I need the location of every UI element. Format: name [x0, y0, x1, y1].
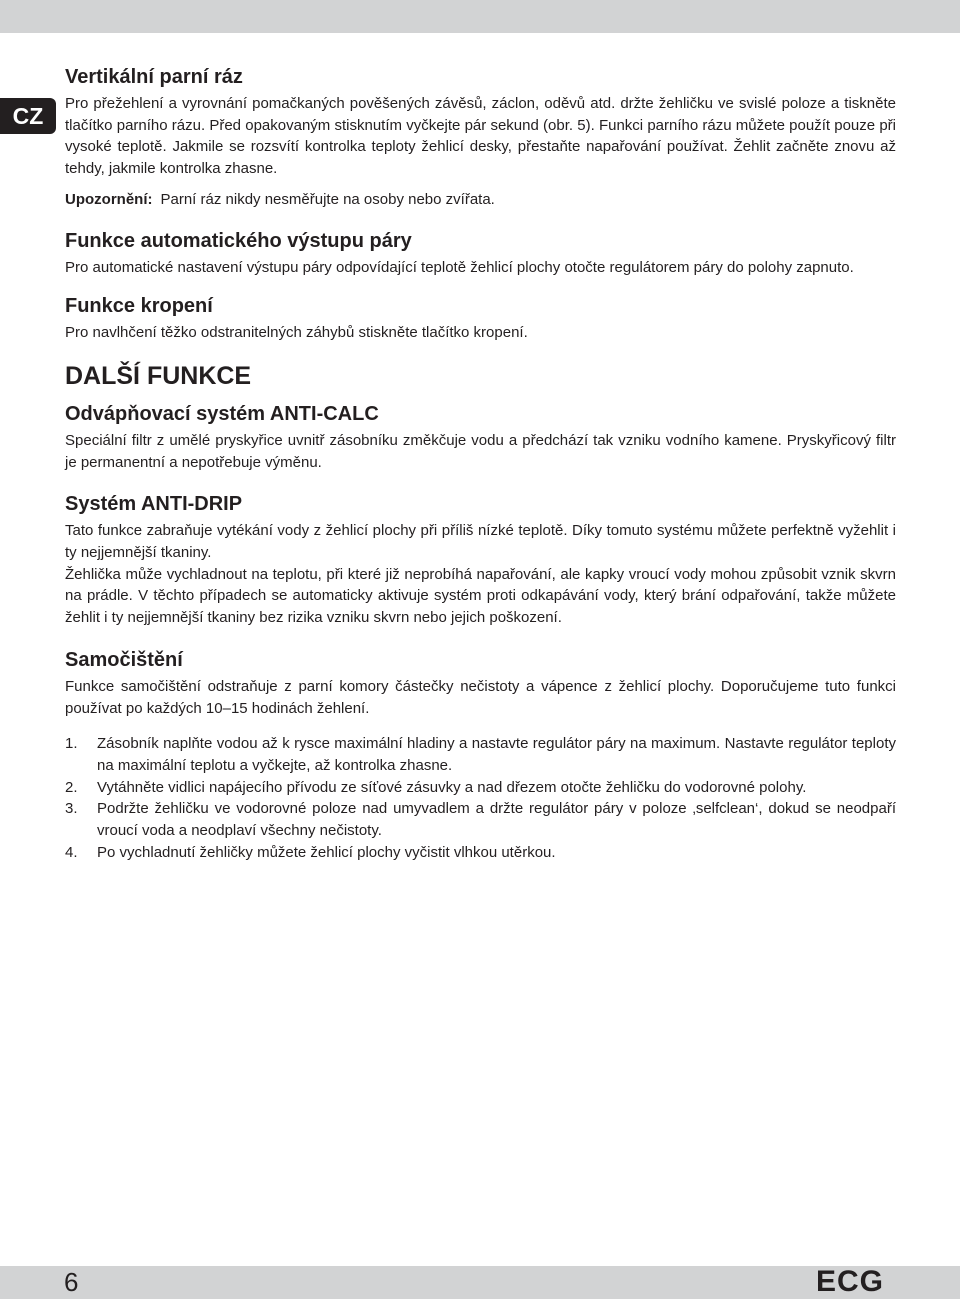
step-number: 2.	[65, 778, 78, 796]
warning-text: Parní ráz nikdy nesměřujte na osoby nebo zvířata.	[160, 190, 495, 208]
step-text: Zásobník naplňte vodou až k rysce maximální hladiny a nastavte regulátor páry na maximum. Nastavte regulátor teploty na maximální teplotu a vyčkejte, až kontrolka zhasne.	[97, 735, 896, 774]
self-clean-heading: Samočištění	[65, 648, 183, 671]
page-content	[65, 64, 896, 863]
language-tab: CZ	[0, 98, 56, 134]
anti-drip-text-2: Žehlička může vychladnout na teplotu, při které již neprobíhá napařování, ale kapky vroucí vody mohou způsobit vznik skvrn na prádle. V těchto případech se automaticky aktivuje systém proti odkapávání vody, který brání odpařování, takže můžete žehlit i ty nejjemnější tkaniny bez rizika vzniku skvrn nebo jejich poškození.	[65, 565, 896, 627]
spray-heading: Funkce kropení	[65, 295, 213, 318]
warning-notice	[65, 189, 896, 211]
auto-steam-text: Pro automatické nastavení výstupu páry odpovídající teplotě žehlicí plochy otočte regulátorem páry do polohy zapnuto.	[65, 258, 854, 276]
step-text: Podržte žehličku ve vodorovné poloze nad umyvadlem a držte regulátor páry v poloze ‚selfclean‘, dokud se neodpaří vroucí voda a neodplaví všechny nečistoty.	[97, 800, 896, 840]
list-item	[65, 798, 896, 841]
anti-calc-text: Speciální filtr z umělé pryskyřice uvnitř zásobníku změkčuje vodu a předchází tak vzniku vodního kamene. Pryskyřicový filtr je permanentní a nepotřebuje výměnu.	[65, 431, 896, 471]
step-number: 1.	[65, 735, 78, 753]
warning-label: Upozornění:	[65, 190, 153, 208]
brand-logo: ECG	[815, 1265, 884, 1298]
more-functions-heading: DALŠÍ FUNKCE	[65, 361, 252, 390]
header-bar	[0, 0, 960, 33]
anti-calc-heading: Odvápňovací systém ANTI-CALC	[65, 402, 379, 425]
auto-steam-heading: Funkce automatického výstupu páry	[65, 229, 412, 252]
self-clean-steps	[65, 733, 896, 863]
list-item	[65, 777, 896, 799]
anti-drip-text-1: Tato funkce zabraňuje vytékání vody z žehlicí plochy při příliš nízké teplotě. Díky tomuto systému můžete perfektně vyžehlit i ty nejjemnější tkaniny.	[65, 522, 896, 562]
vertical-steam-text: Pro přežehlení a vyrovnání pomačkaných pověšených závěsů, záclon, oděvů atd. držte žehličku ve svislé poloze a tiskněte tlačítko parního rázu. Před opakovaným stisknutím vyčkejte pár sekund (obr. 5). Funkci parního rázu můžete použít pouze při vysoké teplotě. Jakmile se rozsvítí kontrolka teploty žehlicí desky, přestaňte napařování používat. Žehlit začněte znovu až tehdy, jakmile kontrolka zhasne.	[65, 95, 896, 178]
list-item	[65, 733, 896, 776]
step-text: Po vychladnutí žehličky můžete žehlicí plochy vyčistit vlhkou utěrkou.	[97, 843, 556, 861]
page-number: 6	[64, 1267, 79, 1297]
step-text: Vytáhněte vidlici napájecího přívodu ze síťové zásuvky a nad dřezem otočte žehličku do vodorovné polohy.	[97, 778, 807, 796]
step-number: 4.	[65, 843, 78, 861]
list-item	[65, 842, 896, 864]
step-number: 3.	[65, 800, 78, 818]
self-clean-text: Funkce samočištění odstraňuje z parní komory částečky nečistoty a vápence z žehlicí plochy. Doporučujeme tuto funkci používat po každých 10–15 hodinách žehlení.	[65, 677, 896, 717]
anti-drip-heading: Systém ANTI-DRIP	[65, 493, 243, 516]
spray-text: Pro navlhčení těžko odstranitelných záhybů stiskněte tlačítko kropení.	[65, 324, 528, 342]
vertical-steam-heading: Vertikální parní ráz	[65, 66, 243, 88]
